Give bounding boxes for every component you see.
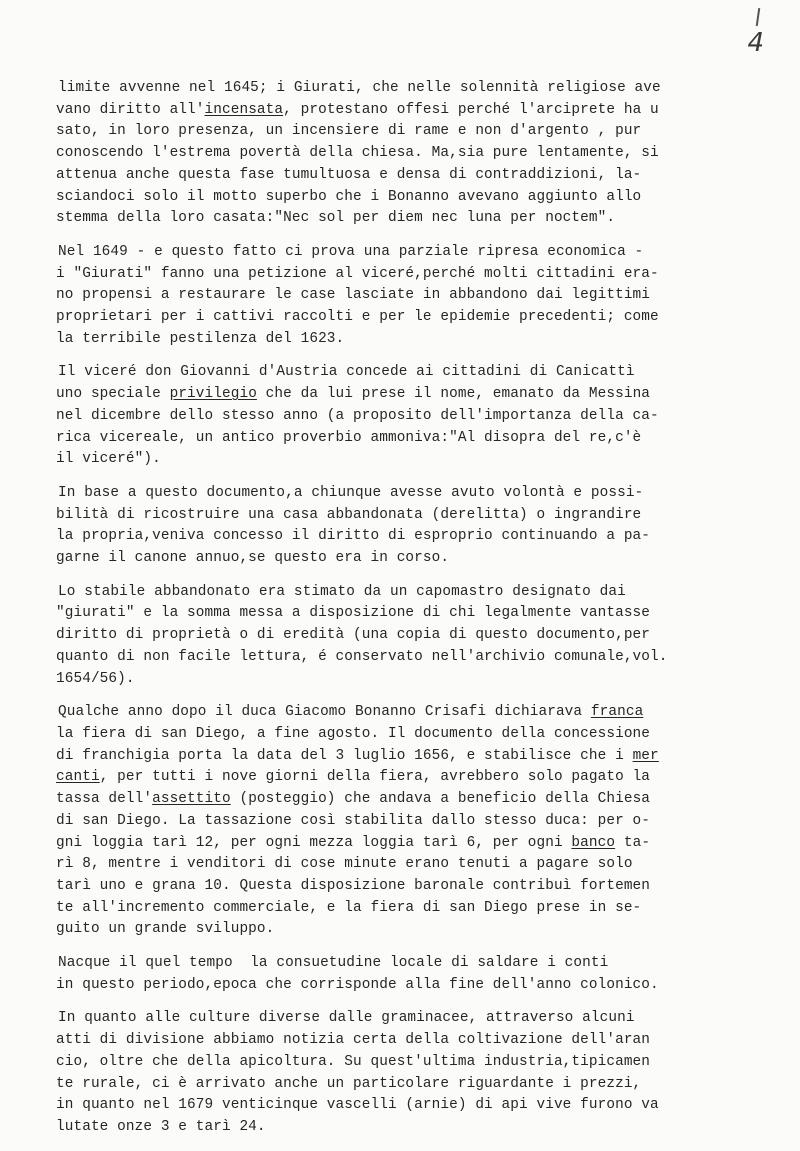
text-line: [56, 876, 776, 898]
text-line: [56, 121, 776, 143]
text-line: [56, 625, 776, 647]
text-line: [56, 669, 776, 691]
underlined-term: banco: [571, 834, 616, 851]
paragraph: [56, 582, 776, 691]
text-run: attenua anche questa fase tumultuosa e densa di contraddizioni, la-: [56, 166, 642, 183]
text-run: in quanto nel 1679 venticinque vascelli (arnie) di api vive furono va: [56, 1097, 659, 1114]
text-run: limite avvenne nel 1645; i Giurati, che nelle solennità religiose ave: [58, 80, 661, 96]
text-run: (posteggio) che andava a beneficio della Chiesa: [230, 791, 651, 808]
text-line: [56, 307, 776, 329]
text-line: [56, 187, 776, 209]
text-line: [56, 264, 776, 286]
text-run: gni loggia tarì 12, per ogni mezza loggia tarì 6, per ogni: [56, 834, 572, 851]
text-line: [56, 746, 776, 768]
text-line: [56, 789, 776, 811]
text-run: Il viceré don Giovanni d'Austria concede ai cittadini di Canicattì: [58, 364, 635, 381]
text-run: 1654/56).: [56, 670, 135, 687]
text-run: la fiera di san Diego, a fine agosto. Il documento della concessione: [56, 725, 651, 742]
text-line: [56, 702, 776, 724]
text-line: [56, 1117, 776, 1139]
text-line: [56, 285, 776, 307]
text-run: In base a questo documento,a chiunque avesse avuto volontà e possi-: [58, 484, 644, 501]
text-run: la propria,veniva concesso il diritto di esproprio continuando a pa-: [56, 528, 651, 545]
text-run: , per tutti i nove giorni della fiera, avrebbero solo pagato la: [99, 769, 651, 786]
text-line: [56, 1095, 776, 1117]
text-line: [56, 953, 776, 975]
paragraph: [56, 1008, 776, 1138]
paragraph: [56, 702, 776, 941]
text-line: [56, 483, 776, 505]
text-run: , protestano offesi perché l'arciprete ha u: [283, 101, 659, 118]
text-line: [56, 767, 776, 789]
text-run: vano diritto all': [56, 101, 205, 118]
text-line: [56, 100, 776, 122]
text-line: [56, 1052, 776, 1074]
text-line: [56, 329, 776, 351]
text-run: no propensi a restaurare le case lasciate in abbandono dai legittimi: [56, 287, 651, 304]
text-run: conoscendo l'estrema povertà della chiesa. Ma,sia pure lentamente, si: [56, 145, 659, 162]
text-line: [56, 1030, 776, 1052]
text-run: cio, oltre che della apicoltura. Su quest'ultima industria,tipicamen: [56, 1053, 651, 1070]
text-run: i "Giurati" fanno una petizione al viceré,perché molti cittadini era-: [56, 265, 659, 282]
underlined-term: assettito: [152, 791, 231, 808]
text-line: [56, 143, 776, 165]
text-run: In quanto alle culture diverse dalle graminacee, attraverso alcuni: [58, 1010, 635, 1027]
text-line: [56, 854, 776, 876]
paragraph: [56, 483, 776, 570]
text-run: nel dicembre dello stesso anno (a proposito dell'importanza della ca-: [56, 407, 659, 424]
text-run: sciandoci solo il motto superbo che i Bonanno avevano aggiunto allo: [56, 188, 642, 205]
text-run: Nacque il quel tempo la consuetudine locale di saldare i conti: [58, 955, 609, 972]
text-line: [56, 811, 776, 833]
text-run: tassa dell': [56, 791, 153, 808]
paragraph: [56, 242, 776, 351]
text-run: diritto di proprietà o di eredità (una copia di questo documento,per: [56, 627, 651, 644]
text-line: [56, 242, 776, 264]
text-run: "giurati" e la somma messa a disposizione di chi legalmente vantasse: [56, 605, 651, 622]
underlined-term: franca: [590, 704, 644, 721]
page-number: 4: [747, 28, 764, 58]
document-body: [56, 78, 776, 1151]
text-run: il viceré").: [56, 451, 161, 468]
text-line: [56, 724, 776, 746]
text-run: proprietari per i cattivi raccolti e per le epidemie precedenti; come: [56, 309, 659, 326]
text-line: [56, 975, 776, 997]
text-line: [56, 208, 776, 230]
text-run: te all'incremento commerciale, e la fiera di san Diego prese in se-: [56, 899, 642, 916]
underlined-term: incensata: [204, 101, 284, 118]
text-line: [56, 526, 776, 548]
text-run: ta-: [615, 834, 651, 851]
margin-tick-mark: [755, 8, 759, 26]
paragraph: [56, 953, 776, 996]
text-run: rì 8, mentre i venditori di cose minute erano tenuti a pagare solo: [56, 856, 633, 873]
text-line: [56, 428, 776, 450]
text-run: di san Diego. La tassazione così stabilita dallo stesso duca: per o-: [56, 812, 651, 829]
text-line: [56, 505, 776, 527]
text-run: Lo stabile abbandonato era stimato da un capomastro designato dai: [58, 583, 626, 600]
text-line: [56, 1074, 776, 1096]
text-line: [56, 1008, 776, 1030]
text-run: lutate onze 3 e tarì 24.: [56, 1118, 266, 1135]
text-run: in questo periodo,epoca che corrisponde alla fine dell'anno colonico.: [56, 976, 659, 993]
text-run: bilità di ricostruire una casa abbandonata (derelitta) o ingrandire: [56, 506, 642, 523]
text-run: quanto di non facile lettura, é conservato nell'archivio comunale,vol.: [56, 648, 668, 665]
underlined-term: mer: [632, 747, 659, 764]
underlined-term: canti: [56, 769, 100, 786]
paragraph: [56, 362, 776, 471]
paragraph: [56, 78, 776, 230]
text-line: [56, 78, 776, 100]
text-run: guito un grande sviluppo.: [56, 921, 275, 938]
text-line: [56, 384, 776, 406]
text-line: [56, 362, 776, 384]
text-run: atti di divisione abbiamo notizia certa della coltivazione dell'aran: [56, 1032, 651, 1049]
text-run: garne il canone annuo,se questo era in corso.: [56, 550, 450, 567]
text-line: [56, 647, 776, 669]
text-line: [56, 833, 776, 855]
text-line: [56, 449, 776, 471]
text-run: stemma della loro casata:"Nec sol per diem nec luna per noctem".: [56, 210, 616, 227]
text-line: [56, 165, 776, 187]
text-run: Nel 1649 - e questo fatto ci prova una parziale ripresa economica -: [58, 243, 644, 260]
text-run: uno speciale: [56, 386, 170, 403]
text-line: [56, 898, 776, 920]
text-run: rica vicereale, un antico proverbio ammoniva:"Al disopra del re,c'è: [56, 429, 642, 446]
text-run: te rurale, ci è arrivato anche un particolare riguardante i prezzi,: [56, 1075, 642, 1092]
text-run: la terribile pestilenza del 1623.: [56, 330, 345, 347]
text-run: che da lui prese il nome, emanato da Messina: [256, 386, 651, 403]
text-run: tarì uno e grana 10. Questa disposizione baronale contribuì fortemen: [56, 877, 651, 894]
underlined-term: privilegio: [169, 386, 257, 403]
text-line: [56, 406, 776, 428]
text-line: [56, 603, 776, 625]
text-run: Qualche anno dopo il duca Giacomo Bonanno Crisafi dichiarava: [58, 704, 591, 721]
text-run: sato, in loro presenza, un incensiere di rame e non d'argento , pur: [56, 123, 642, 140]
text-run: di franchigia porta la data del 3 luglio 1656, e stabilisce che i: [56, 747, 633, 764]
text-line: [56, 548, 776, 570]
text-line: [56, 582, 776, 604]
text-line: [56, 919, 776, 941]
